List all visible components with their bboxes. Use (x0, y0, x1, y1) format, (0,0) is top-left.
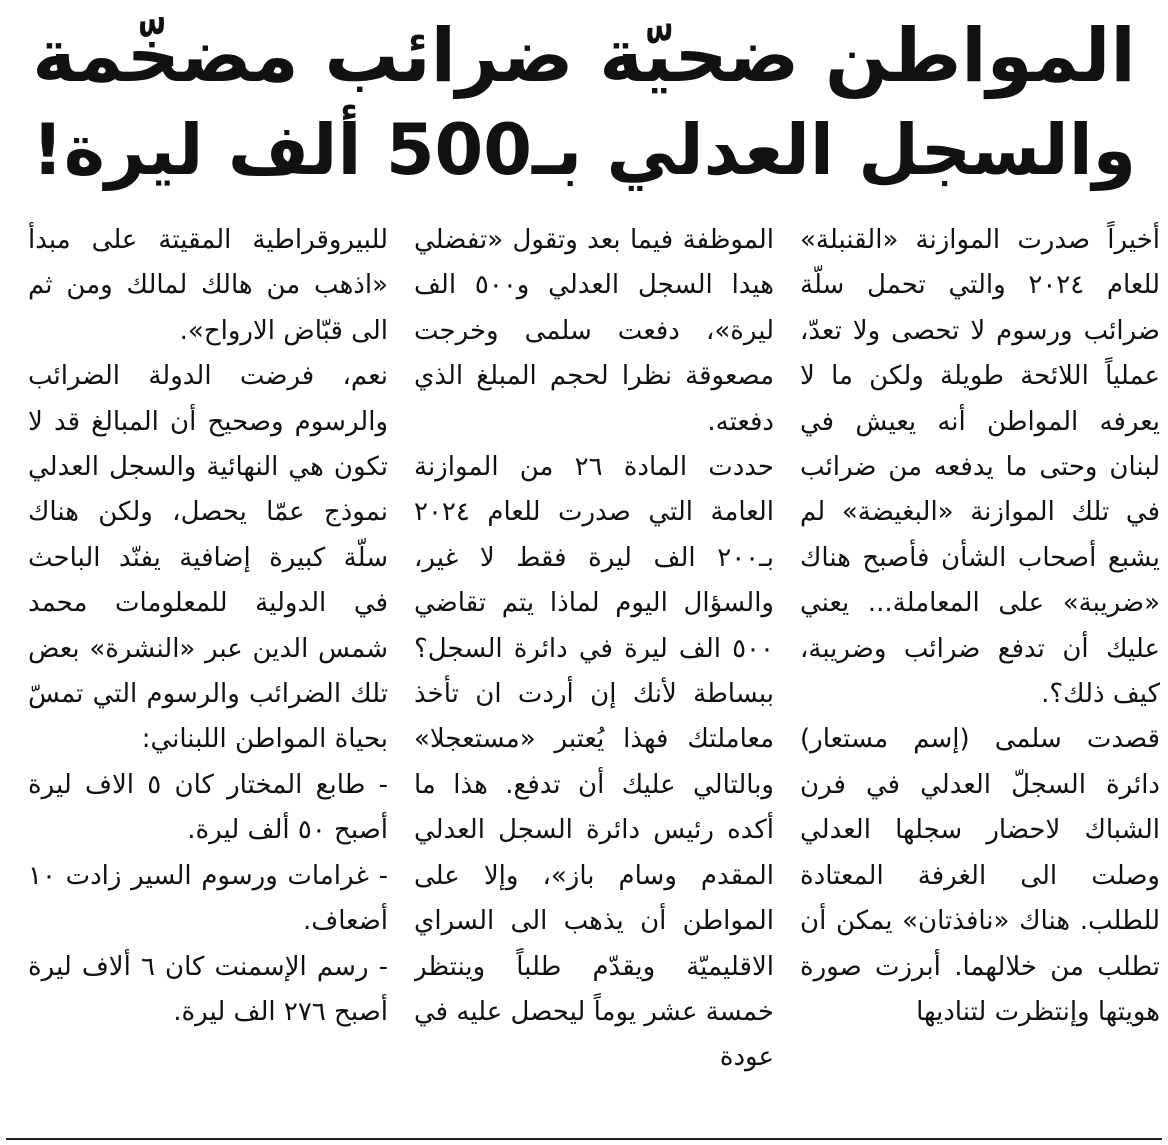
bottom-divider (6, 1138, 1162, 1140)
paragraph: للبيروقراطية المقيتة على مبدأ «اذهب من هالك لمالك ومن ثم الى قبّاض الارواح». (28, 225, 388, 346)
list-item: - رسم الإسمنت كان ٦ ألاف ليرة أصبح ٢٧٦ الف ليرة. (28, 951, 388, 1027)
headline-line-1: المواطن ضحيّة ضرائب مضخّمة (32, 13, 1136, 99)
list-item: - طابع المختار كان ٥ الاف ليرة أصبح ٥٠ ألف ليرة. (28, 769, 388, 846)
paragraph: الموظفة فيما بعد وتقول «تفضلي هيدا السجل العدلي و٥٠٠ الف ليرة»، دفعت سلمى وخرجت مصعوقة نظرا لحجم المبلغ الذي دفعته. (414, 225, 774, 437)
paragraph: نعم، فرضت الدولة الضرائب والرسوم وصحيح أن المبالغ قد لا تكون هي النهائية والسجل العدلي نموذج عمّا يحصل، ولكن هناك سلّة كبيرة إضافية يفنّد الباحث في الدولية للمعلومات محمد شمس الدين عبر «النشرة» بعض تلك الضرائب والرسوم التي تمسّ بحياة المواطن اللبناني: (28, 361, 388, 755)
column-1 (800, 218, 1160, 1118)
paragraph: قصدت سلمى (إسم مستعار) دائرة السجلّ العدلي في فرن الشباك لاحضار سجلها العدلي وصلت الى الغرفة المعتادة للطلب. هناك «نافذتان» يمكن أن تطلب من خلالهما. أبرزت صورة هويتها وإنتظرت لتناديها (800, 724, 1160, 1027)
list-item: - غرامات ورسوم السير زادت ١٠ أضعاف. (28, 860, 388, 937)
paragraph: حددت المادة ٢٦ من الموازنة العامة التي صدرت للعام ٢٠٢٤ بـ٢٠٠ الف ليرة فقط لا غير، والسؤال اليوم لماذا يتم تقاضي ٥٠٠ الف ليرة في دائرة السجل؟ ببساطة لأنك إن أردت ان تأخذ معاملتك فهذا يُعتبر «مستعجلا» وبالتالي عليك أن تدفع. هذا ما أكده رئيس دائرة السجل العدلي المقدم وسام باز»، وإلا على المواطن أن يذهب الى السراي الاقليميّة ويقدّم طلباً وينتظر خمسة عشر يوماً ليحصل عليه في عودة (414, 452, 774, 1073)
headline-line-2: والسجل العدلي بـ500 ألف ليرة! (31, 109, 1137, 191)
column-3 (28, 218, 388, 1118)
paragraph: أخيراً صدرت الموازنة «القنبلة» للعام ٢٠٢٤ والتي تحمل سلّة ضرائب ورسوم لا تحصى ولا تعدّ، عملياً اللائحة طويلة ولكن ما لا يعرفه المواطن أنه يعيش في لبنان وحتى ما يدفعه من ضرائب في تلك الموازنة «البغيضة» لم يشبع أصحاب الشأن فأصبح هناك «ضريبة» على المعاملة... يعني عليك أن تدفع ضرائب وضريبة، كيف ذلك؟. (800, 225, 1160, 710)
article-columns (14, 218, 1160, 1118)
column-2 (414, 218, 774, 1118)
